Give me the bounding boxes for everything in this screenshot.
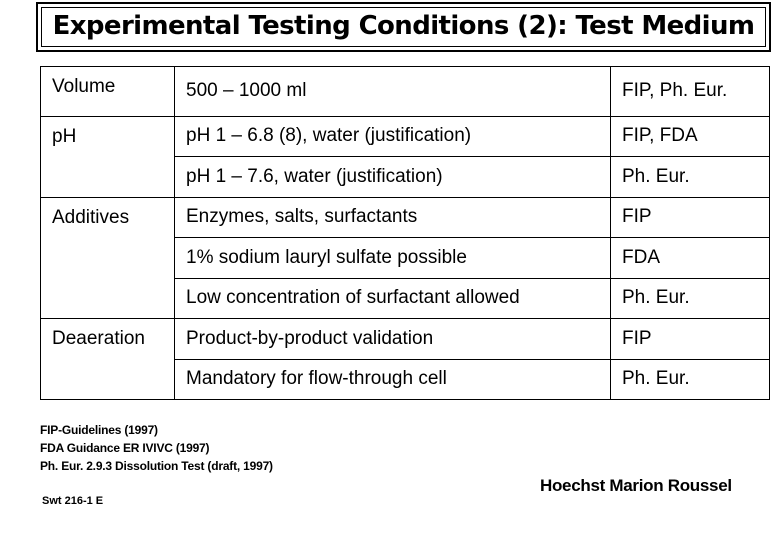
condition-cell: pH 1 – 6.8 (8), water (justification) [175, 116, 611, 157]
source-cell: Ph. Eur. [611, 278, 770, 319]
condition-cell: Mandatory for flow-through cell [175, 359, 611, 400]
table-row [41, 116, 770, 157]
parameter-cell: Additives [41, 197, 175, 319]
source-cell: FDA [611, 238, 770, 279]
condition-cell: Low concentration of surfactant allowed [175, 278, 611, 319]
source-cell: Ph. Eur. [611, 157, 770, 198]
company-name: Hoechst Marion Roussel [540, 476, 732, 495]
parameter-cell: Volume [41, 67, 175, 117]
condition-cell: 1% sodium lauryl sulfate possible [175, 238, 611, 279]
source-cell: FIP [611, 319, 770, 360]
condition-cell: 500 – 1000 ml [175, 67, 611, 117]
table-row [41, 197, 770, 238]
page-title: Experimental Testing Conditions (2): Test Medium [52, 11, 755, 41]
condition-cell: pH 1 – 7.6, water (justification) [175, 157, 611, 198]
reference-item: FIP-Guidelines (1997) [40, 423, 158, 437]
conditions-table [40, 66, 770, 400]
condition-cell: Enzymes, salts, surfactants [175, 197, 611, 238]
table-row [41, 67, 770, 117]
references-list [40, 421, 273, 475]
parameter-cell: Deaeration [41, 319, 175, 400]
parameter-cell: pH [41, 116, 175, 197]
title-box [36, 2, 771, 52]
source-cell: FIP, Ph. Eur. [611, 67, 770, 117]
document-code: Swt 216-1 E [42, 495, 104, 507]
source-cell: Ph. Eur. [611, 359, 770, 400]
condition-cell: Product-by-product validation [175, 319, 611, 360]
table-row [41, 319, 770, 360]
source-cell: FIP [611, 197, 770, 238]
reference-item: FDA Guidance ER IVIVC (1997) [40, 441, 210, 455]
reference-item: Ph. Eur. 2.9.3 Dissolution Test (draft, 1997) [40, 459, 273, 473]
source-cell: FIP, FDA [611, 116, 770, 157]
